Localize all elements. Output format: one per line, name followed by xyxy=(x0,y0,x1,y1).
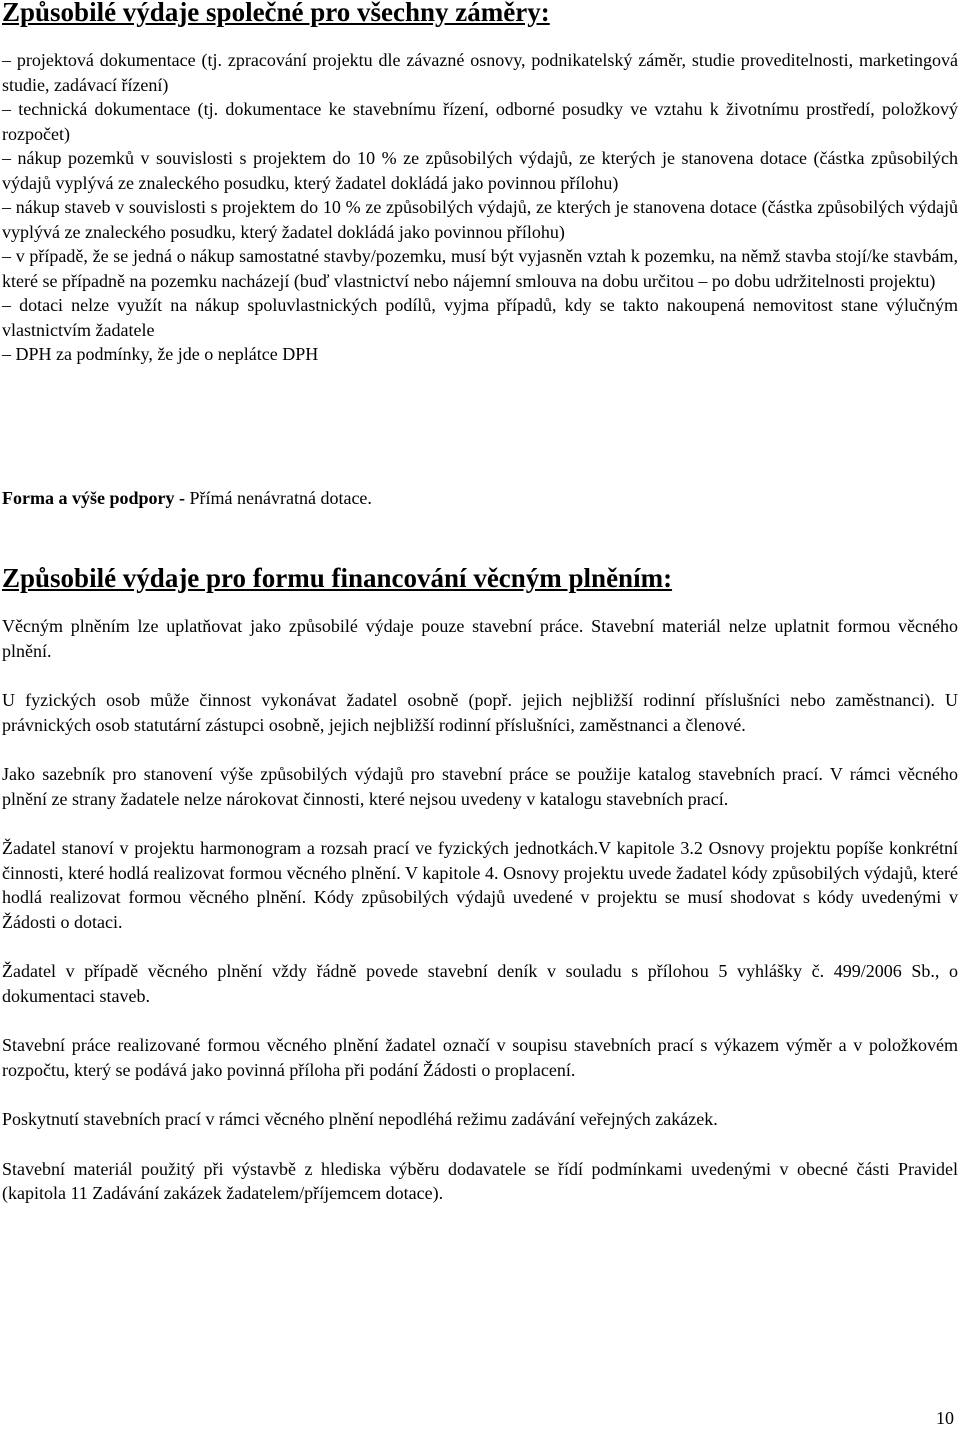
section-title-common-costs: Způsobilé výdaje společné pro všechny záměry: xyxy=(2,0,550,27)
in-kind-section-body xyxy=(2,614,958,1231)
paragraph: U fyzických osob může činnost vykonávat žadatel osobně (popř. jejich nejbližší rodinní příslušníci nebo zaměstnanci). U právnických osob statutární zástupci osobně, jejich nejbližší rodinní příslušníci, zaměstnanci a členové. xyxy=(2,690,958,735)
list-item: – technická dokumentace (tj. dokumentace ke stavebnímu řízení, odborné posudky ve vztahu k životnímu prostředí, položkový rozpočet) xyxy=(2,99,958,144)
paragraph: Stavební materiál použitý při výstavbě z hlediska výběru dodavatele se řídí podmínkami uvedenými v obecné části Pravidel (kapitola 11 Zadávání zakázek žadatelem/příjemcem dotace). xyxy=(2,1158,958,1203)
support-form-separator: - xyxy=(174,488,190,508)
common-costs-list xyxy=(2,48,958,367)
paragraph: Stavební práce realizované formou věcného plnění žadatel označí v soupisu stavebních prací s výkazem výměr a v položkovém rozpočtu, který se podává jako povinná příloha při podání Žádosti o proplacení. xyxy=(2,1035,958,1080)
list-item: – nákup staveb v souvislosti s projektem do 10 % ze způsobilých výdajů, ze kterých je stanovena dotace (částka způsobilých výdajů vyplývá ze znaleckého posudku, který žadatel dokládá jako povinnou přílohu) xyxy=(2,197,958,242)
list-item: – projektová dokumentace (tj. zpracování projektu dle závazné osnovy, podnikatelský záměr, studie proveditelnosti, marketingová studie, zadávací řízení) xyxy=(2,50,958,95)
paragraph: Věcným plněním lze uplatňovat jako způsobilé výdaje pouze stavební práce. Stavební materiál nelze uplatnit formou věcného plnění. xyxy=(2,616,958,661)
list-item: – v případě, že se jedná o nákup samostatné stavby/pozemku, musí být vyjasněn vztah k pozemku, na němž stavba stojí/ke stavbám, které se případně na pozemku nacházejí (buď vlastnictví nebo nájemní smlouva na dobu určitou – po dobu udržitelnosti projektu) xyxy=(2,246,958,291)
list-item: – nákup pozemků v souvislosti s projektem do 10 % ze způsobilých výdajů, ze kterých je stanovena dotace (částka způsobilých výdajů vyplývá ze znaleckého posudku, který žadatel dokládá jako povinnou přílohu) xyxy=(2,148,958,193)
paragraph: Jako sazebník pro stanovení výše způsobilých výdajů pro stavební práce se použije katalog stavebních prací. V rámci věcného plnění ze strany žadatele nelze nárokovat činnosti, které nejsou uvedeny v katalogu stavebních prací. xyxy=(2,764,958,809)
paragraph: Žadatel stanoví v projektu harmonogram a rozsah prací ve fyzických jednotkách.V kapitole 3.2 Osnovy projektu popíše konkrétní činnosti, které hodlá realizovat formou věcného plnění. V kapitole 4. Osnovy projektu uvede žadatel kódy způsobilých výdajů, které hodlá realizovat formou věcného plnění. Kódy způsobilých výdajů uvedené v projektu se musí shodovat s kódy uvedenými v Žádosti o dotaci. xyxy=(2,838,958,932)
list-item: – dotaci nelze využít na nákup spoluvlastnických podílů, vyjma případů, kdy se takto nakoupená nemovitost stane výlučným vlastnictvím žadatele xyxy=(2,295,958,340)
section-title-in-kind: Způsobilé výdaje pro formu financování věcným plněním: xyxy=(2,563,673,593)
paragraph: Žadatel v případě věcného plnění vždy řádně povede stavební deník v souladu s přílohou 5 vyhlášky č. 499/2006 Sb., o dokumentaci staveb. xyxy=(2,961,958,1006)
paragraph: Poskytnutí stavebních prací v rámci věcného plnění nepodléhá režimu zadávání veřejných zakázek. xyxy=(2,1109,718,1129)
support-form-label: Forma a výše podpory xyxy=(2,488,175,508)
page-number: 10 xyxy=(936,1407,954,1428)
support-form-value: Přímá nenávratná dotace. xyxy=(189,488,372,508)
support-form-line xyxy=(2,486,958,511)
list-item: – DPH za podmínky, že jde o neplátce DPH xyxy=(2,344,319,364)
